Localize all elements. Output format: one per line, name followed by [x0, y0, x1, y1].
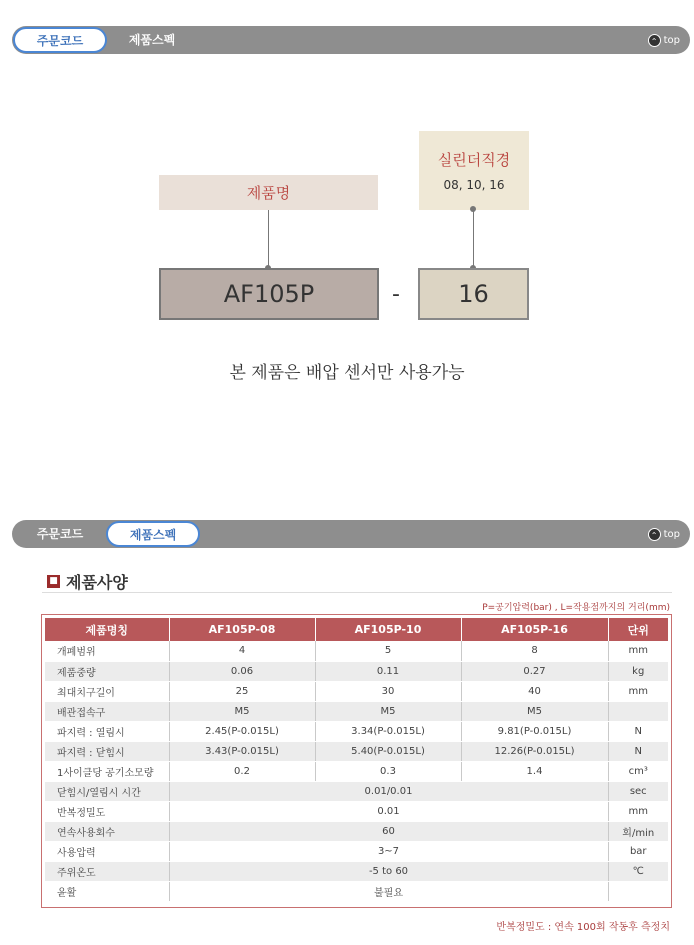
table-row — [45, 741, 668, 761]
tab-bar-bottom — [12, 520, 690, 548]
table-cell: ℃ — [608, 861, 668, 881]
table-cell: 파지력 : 닫힘시 — [45, 741, 169, 761]
table-cell: 반복정밀도 — [45, 801, 169, 821]
table-cell: 3~7 — [169, 841, 608, 861]
table-cell: 회/min — [608, 821, 668, 841]
table-header: 단위 — [608, 618, 668, 641]
table-cell: kg — [608, 661, 668, 681]
table-cell: M5 — [169, 701, 315, 721]
section-title-text: 제품사양 — [66, 573, 128, 592]
tab-order-code[interactable]: 주문코드 — [13, 27, 107, 53]
table-cell: mm — [608, 641, 668, 661]
table-header: AF105P-16 — [461, 618, 608, 641]
table-cell: 8 — [461, 641, 608, 661]
table-cell: 닫힘시/열림시 시간 — [45, 781, 169, 801]
table-cell: 3.43(P-0.015L) — [169, 741, 315, 761]
table-cell: 0.01/0.01 — [169, 781, 608, 801]
table-cell: 1사이클당 공기소모량 — [45, 761, 169, 781]
table-cell: mm — [608, 801, 668, 821]
table-cell: 3.34(P-0.015L) — [315, 721, 461, 741]
spec-table — [45, 618, 668, 902]
code-dash: - — [392, 282, 400, 307]
chevron-up-icon: ⌃ — [648, 34, 661, 47]
table-cell: 최대치구길이 — [45, 681, 169, 701]
divider — [42, 592, 672, 593]
bore-size-values: 08, 10, 16 — [443, 178, 505, 192]
tab-order-code[interactable]: 주문코드 — [36, 527, 84, 541]
table-cell: 파지력 : 열림시 — [45, 721, 169, 741]
table-cell: 연속사용회수 — [45, 821, 169, 841]
table-cell: 1.4 — [461, 761, 608, 781]
table-header: AF105P-10 — [315, 618, 461, 641]
table-cell: 4 — [169, 641, 315, 661]
table-row — [45, 641, 668, 661]
table-cell: 40 — [461, 681, 608, 701]
table-row — [45, 861, 668, 881]
bore-size-box — [419, 131, 529, 210]
table-cell: mm — [608, 681, 668, 701]
table-cell: 제품중량 — [45, 661, 169, 681]
table-cell: 불필요 — [169, 881, 608, 901]
table-cell: 0.01 — [169, 801, 608, 821]
table-cell: 0.2 — [169, 761, 315, 781]
spec-table-frame — [41, 614, 672, 908]
table-cell: 30 — [315, 681, 461, 701]
table-cell: 60 — [169, 821, 608, 841]
table-cell: 윤활 — [45, 881, 169, 901]
table-row — [45, 841, 668, 861]
table-cell: 개폐범위 — [45, 641, 169, 661]
table-cell: 0.3 — [315, 761, 461, 781]
table-row — [45, 721, 668, 741]
top-link-label: top — [663, 528, 680, 540]
table-row — [45, 761, 668, 781]
table-cell: 사용압력 — [45, 841, 169, 861]
table-cell — [608, 881, 668, 901]
table-cell: M5 — [461, 701, 608, 721]
connector-line — [268, 210, 269, 268]
code-main-box: AF105P — [159, 268, 379, 320]
table-cell: M5 — [315, 701, 461, 721]
table-row — [45, 881, 668, 901]
table-row — [45, 821, 668, 841]
connector-line — [473, 210, 474, 268]
formula-legend: P=공기압력(bar) , L=작용점까지의 거리(mm) — [482, 603, 670, 613]
table-cell: 0.11 — [315, 661, 461, 681]
table-row — [45, 681, 668, 701]
code-number-box: 16 — [418, 268, 529, 320]
table-cell: cm³ — [608, 761, 668, 781]
table-cell — [608, 701, 668, 721]
section-title — [47, 570, 128, 593]
table-cell: 25 — [169, 681, 315, 701]
table-cell: 5 — [315, 641, 461, 661]
table-cell: 배관접속구 — [45, 701, 169, 721]
table-cell: -5 to 60 — [169, 861, 608, 881]
table-header-row — [45, 618, 668, 641]
table-cell: 2.45(P-0.015L) — [169, 721, 315, 741]
bore-size-label: 실린더직경 — [437, 151, 511, 169]
table-row — [45, 801, 668, 821]
usage-note: 본 제품은 배압 센서만 사용가능 — [229, 363, 465, 383]
table-cell: 5.40(P-0.015L) — [315, 741, 461, 761]
table-cell: 0.06 — [169, 661, 315, 681]
table-row — [45, 701, 668, 721]
table-row — [45, 781, 668, 801]
table-cell: N — [608, 721, 668, 741]
connector-dot — [470, 206, 476, 212]
table-cell: sec — [608, 781, 668, 801]
table-row — [45, 661, 668, 681]
tab-product-spec[interactable]: 제품스펙 — [106, 521, 200, 547]
product-name-label: 제품명 — [159, 175, 378, 210]
tab-bar-top — [12, 26, 690, 54]
table-cell: 0.27 — [461, 661, 608, 681]
table-header: AF105P-08 — [169, 618, 315, 641]
table-cell: 9.81(P-0.015L) — [461, 721, 608, 741]
table-header: 제품명칭 — [45, 618, 169, 641]
table-cell: N — [608, 741, 668, 761]
table-cell: bar — [608, 841, 668, 861]
table-cell: 주위온도 — [45, 861, 169, 881]
top-link-label: top — [663, 34, 680, 46]
tab-product-spec[interactable]: 제품스펙 — [128, 33, 176, 47]
footnote: 반복정밀도 : 연속 100회 작동후 측정치 — [496, 922, 670, 933]
table-cell: 12.26(P-0.015L) — [461, 741, 608, 761]
top-link[interactable] — [648, 33, 680, 47]
chevron-up-icon: ⌃ — [648, 528, 661, 541]
square-bullet-icon: ■ — [47, 575, 60, 588]
top-link[interactable] — [648, 527, 680, 541]
